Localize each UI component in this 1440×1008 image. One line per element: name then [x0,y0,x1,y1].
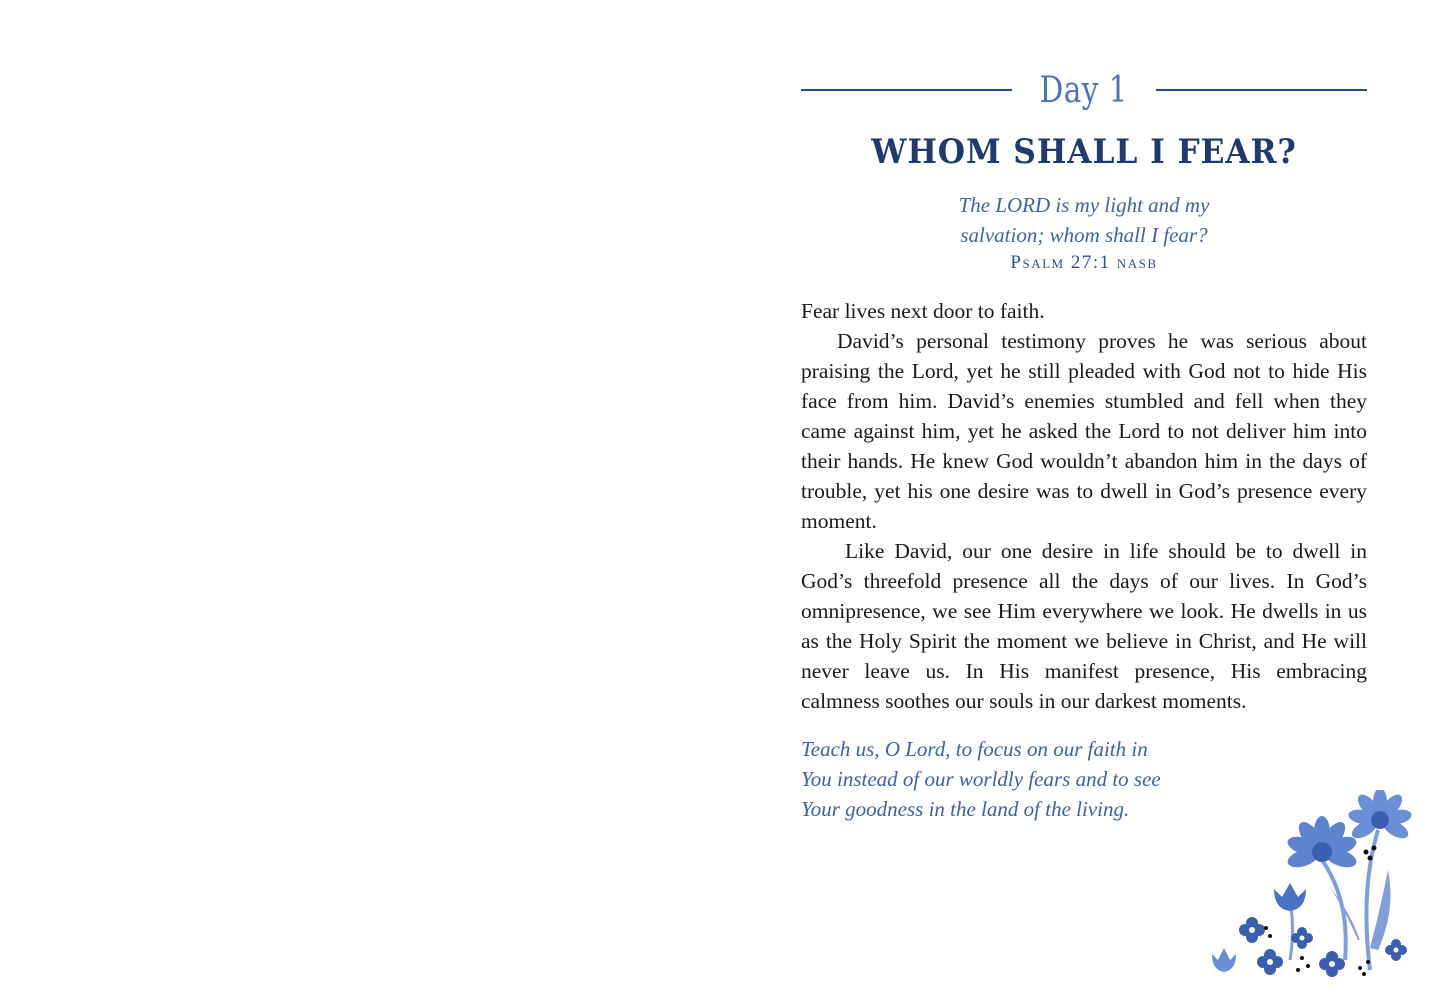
prayer-line: Teach us, O Lord, to focus on our faith in [801,737,1148,761]
left-divider-rule [801,89,1012,91]
body-paragraph: Like David, our one desire in life should be to dwell in God’s threefold presence all the days of our lives. In God’s omnipresence, we see Him everywhere we look. He dwells in us as the Holy Spirit the moment we believe in Christ, and He will never leave us. In His manifest presence, His embracing calmness soothes our souls in our darkest moments. [801,539,1367,713]
devotional-body [801,296,1367,716]
body-paragraph: David’s personal testimony proves he was serious about praising the Lord, yet he still pleaded with God not to hide His face from him. David’s enemies stumbled and fell when they came against him, yet he asked the Lord to not deliver him into their hands. He knew God wouldn’t abandon him in the days of trouble, yet his one desire was to dwell in God’s presence every moment. [801,329,1367,533]
verse-line: salvation; whom shall I fear? [960,223,1208,247]
verse-reference: Psalm 27:1 nasb [1010,252,1158,273]
blue-flowers-illustration-icon [1210,790,1420,990]
prayer-line: You instead of our worldly fears and to see [801,767,1161,791]
page-content [801,60,1367,824]
prayer-line: Your goodness in the land of the living. [801,797,1130,821]
verse-line: The LORD is my light and my [958,193,1210,217]
right-page [720,0,1440,1008]
day-heading [801,60,1367,120]
right-divider-rule [1156,89,1367,91]
day-label: Day 1 [1039,69,1129,111]
body-paragraph: Fear lives next door to faith. [801,299,1045,323]
scripture-verse [801,190,1367,250]
page-title: WHOM SHALL I FEAR? [871,132,1297,172]
